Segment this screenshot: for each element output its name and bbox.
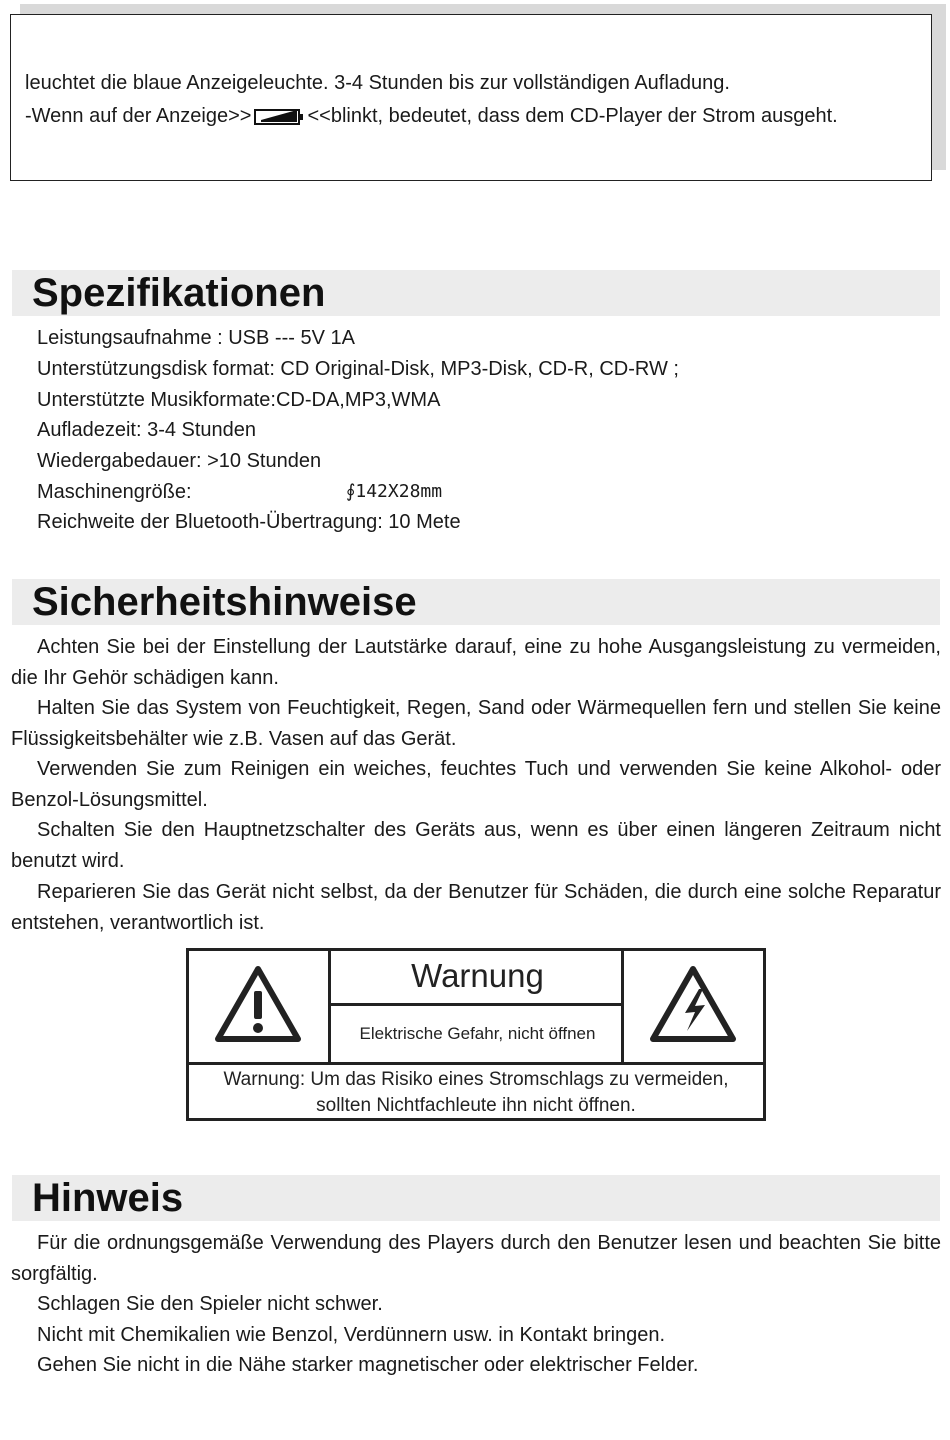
spec-line: Unterstützte Musikformate:CD-DA,MP3,WMA xyxy=(37,389,441,411)
notes-paragraph: Schlagen Sie den Spieler nicht schwer. xyxy=(37,1293,383,1315)
battery-warning-line xyxy=(25,104,838,132)
safety-paragraph: Reparieren Sie das Gerät nicht selbst, da der Benutzer für Schäden, die durch eine solche Reparatur entstehen, verantwortlich ist. xyxy=(11,881,941,934)
notes-paragraph: Nicht mit Chemikalien wie Benzol, Verdünnern usw. in Kontakt bringen. xyxy=(37,1324,666,1346)
warning-bottom-text xyxy=(189,1065,763,1118)
warning-subtitle: Elektrische Gefahr, nicht öffnen xyxy=(359,1024,596,1043)
spec-line: Reichweite der Bluetooth-Übertragung: 10 Mete xyxy=(37,511,461,533)
warning-bottom-line: Warnung: Um das Risiko eines Stromschlags zu vermeiden, xyxy=(223,1069,729,1090)
notes-paragraph: Gehen Sie nicht in die Nähe starker magnetischer oder elektrischer Felder. xyxy=(37,1354,699,1376)
safety-paragraph: Verwenden Sie zum Reinigen ein weiches, feuchtes Tuch und verwenden Sie keine Alkohol- oder Benzol-Lösungsmittel. xyxy=(11,758,941,811)
spec-line: Leistungsaufnahme : USB --- 5V 1A xyxy=(37,327,355,349)
warning-label-top xyxy=(189,951,763,1065)
battery-warning-text-before: -Wenn auf der Anzeige>> xyxy=(25,105,252,127)
spec-line: Aufladezeit: 3-4 Stunden xyxy=(37,419,257,441)
warning-bottom-line: sollten Nichtfachleute ihn nicht öffnen. xyxy=(316,1095,636,1116)
safety-header xyxy=(12,579,940,625)
warning-label xyxy=(186,948,766,1121)
notes-header xyxy=(12,1175,940,1221)
safety-paragraph: Schalten Sie den Hauptnetzschalter des Geräts aus, wenn es über einen längeren Zeitraum nicht benutzt wird. xyxy=(11,819,941,872)
charging-info-box xyxy=(10,14,932,181)
exclamation-warning-icon xyxy=(212,963,304,1045)
spec-line: Maschinengröße: xyxy=(37,481,192,503)
battery-warning-text-after: <<blinkt, bedeutet, dass dem CD-Player der Strom ausgeht. xyxy=(307,105,838,127)
specs-title: Spezifikationen xyxy=(32,271,326,315)
safety-title: Sicherheitshinweise xyxy=(32,580,417,624)
electric-hazard-icon xyxy=(647,963,739,1045)
notes-paragraph: Für die ordnungsgemäße Verwendung des Players durch den Benutzer lesen und beachten Sie bitte sorgfältig. xyxy=(11,1232,941,1285)
charging-info-line: leuchtet die blaue Anzeigeleuchte. 3-4 Stunden bis zur vollständigen Aufladung. xyxy=(25,72,730,94)
spec-line: Wiedergabedauer: >10 Stunden xyxy=(37,450,322,472)
safety-paragraph: Halten Sie das System von Feuchtigkeit, Regen, Sand oder Wärmequellen fern und stellen Sie keine Flüssigkeitsbehälter wie z.B. Vasen auf das Gerät. xyxy=(11,697,941,750)
spec-line: Unterstützungsdisk format: CD Original-Disk, MP3-Disk, CD-R, CD-RW ; xyxy=(37,358,679,380)
notes-title: Hinweis xyxy=(32,1176,184,1220)
warning-mid-cell xyxy=(331,951,624,1062)
machine-size-value: ∮142X28mm xyxy=(346,481,443,502)
safety-paragraph: Achten Sie bei der Einstellung der Lautstärke darauf, eine zu hohe Ausgangsleistung zu vermeiden, die Ihr Gehör schädigen kann. xyxy=(11,636,941,689)
warning-title: Warnung xyxy=(331,951,624,1006)
specs-header xyxy=(12,270,940,316)
warning-left-cell xyxy=(189,951,331,1062)
battery-low-icon xyxy=(253,104,305,132)
warning-right-cell xyxy=(621,951,763,1062)
